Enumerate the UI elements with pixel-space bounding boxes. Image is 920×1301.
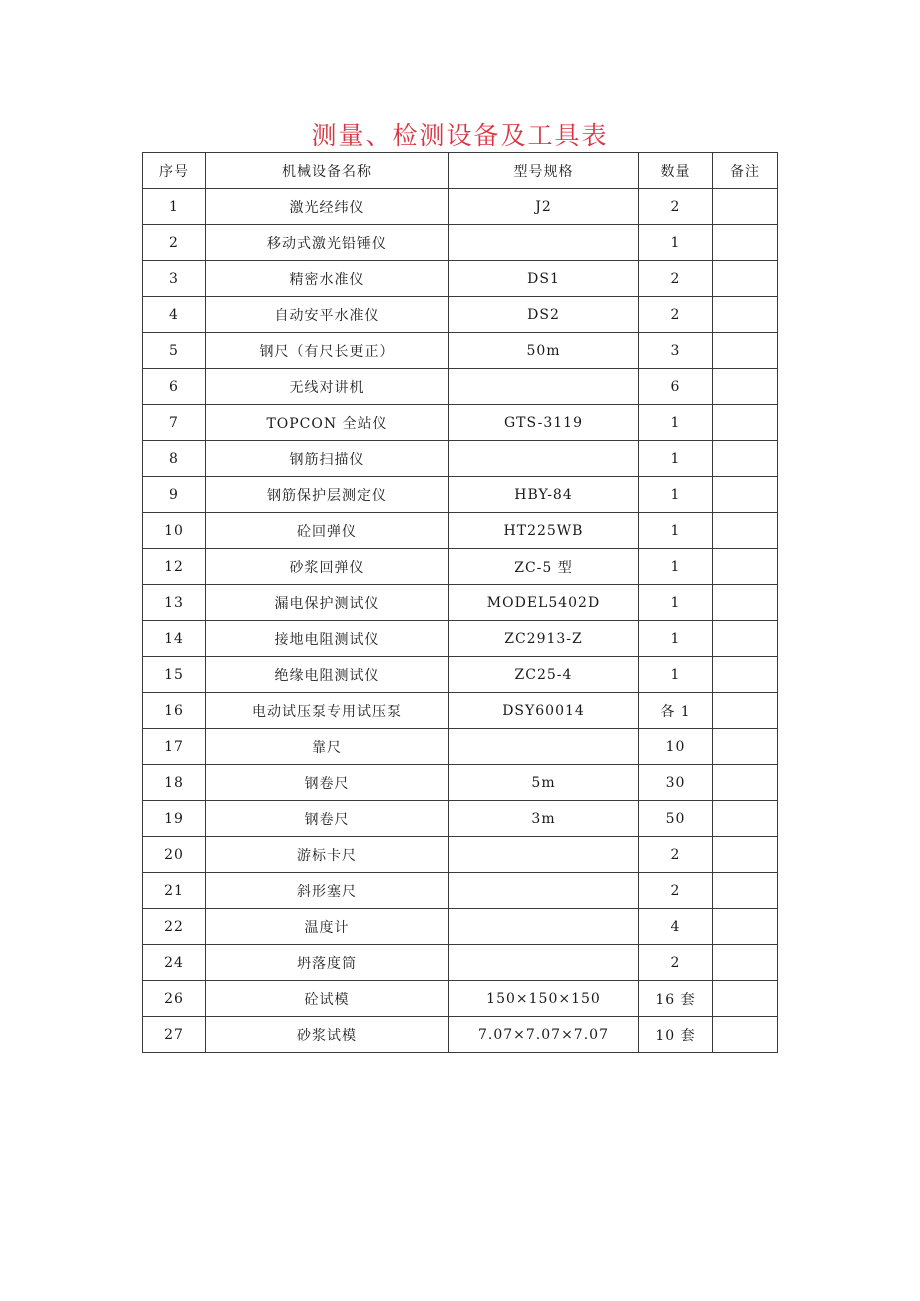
cell-model-spec: J2 bbox=[449, 189, 639, 225]
cell-quantity: 3 bbox=[639, 333, 713, 369]
cell-equipment-name: 靠尺 bbox=[206, 729, 449, 765]
cell-remarks bbox=[713, 873, 778, 909]
cell-remarks bbox=[713, 657, 778, 693]
cell-serial-no: 12 bbox=[143, 549, 206, 585]
cell-quantity: 各 1 bbox=[639, 693, 713, 729]
cell-remarks bbox=[713, 369, 778, 405]
cell-quantity: 1 bbox=[639, 621, 713, 657]
cell-equipment-name: 砼试模 bbox=[206, 981, 449, 1017]
cell-remarks bbox=[713, 477, 778, 513]
cell-equipment-name: 坍落度筒 bbox=[206, 945, 449, 981]
cell-model-spec bbox=[449, 909, 639, 945]
cell-model-spec: DS2 bbox=[449, 297, 639, 333]
cell-quantity: 1 bbox=[639, 657, 713, 693]
cell-equipment-name: 电动试压泵专用试压泵 bbox=[206, 693, 449, 729]
cell-quantity: 2 bbox=[639, 837, 713, 873]
cell-model-spec: 150×150×150 bbox=[449, 981, 639, 1017]
cell-model-spec: DSY60014 bbox=[449, 693, 639, 729]
table-row bbox=[143, 729, 778, 765]
cell-equipment-name: 砂浆试模 bbox=[206, 1017, 449, 1053]
cell-quantity: 2 bbox=[639, 189, 713, 225]
table-row bbox=[143, 297, 778, 333]
cell-remarks bbox=[713, 513, 778, 549]
cell-equipment-name: 钢尺（有尺长更正） bbox=[206, 333, 449, 369]
cell-equipment-name: 接地电阻测试仪 bbox=[206, 621, 449, 657]
cell-model-spec: DS1 bbox=[449, 261, 639, 297]
cell-serial-no: 21 bbox=[143, 873, 206, 909]
cell-serial-no: 5 bbox=[143, 333, 206, 369]
cell-quantity: 50 bbox=[639, 801, 713, 837]
cell-equipment-name: 游标卡尺 bbox=[206, 837, 449, 873]
table-header-row bbox=[143, 153, 778, 189]
table-body bbox=[143, 189, 778, 1053]
cell-quantity: 1 bbox=[639, 549, 713, 585]
cell-serial-no: 16 bbox=[143, 693, 206, 729]
table-row bbox=[143, 873, 778, 909]
cell-quantity: 30 bbox=[639, 765, 713, 801]
cell-serial-no: 20 bbox=[143, 837, 206, 873]
table-row bbox=[143, 801, 778, 837]
cell-remarks bbox=[713, 189, 778, 225]
cell-quantity: 1 bbox=[639, 477, 713, 513]
header-equipment-name: 机械设备名称 bbox=[206, 153, 449, 189]
table-row bbox=[143, 1017, 778, 1053]
cell-remarks bbox=[713, 945, 778, 981]
cell-serial-no: 1 bbox=[143, 189, 206, 225]
table-row bbox=[143, 369, 778, 405]
cell-model-spec: MODEL5402D bbox=[449, 585, 639, 621]
table-row bbox=[143, 909, 778, 945]
cell-equipment-name: 自动安平水准仪 bbox=[206, 297, 449, 333]
cell-remarks bbox=[713, 549, 778, 585]
table-row bbox=[143, 585, 778, 621]
cell-equipment-name: 钢筋扫描仪 bbox=[206, 441, 449, 477]
cell-equipment-name: 精密水准仪 bbox=[206, 261, 449, 297]
cell-model-spec: 3m bbox=[449, 801, 639, 837]
cell-model-spec bbox=[449, 369, 639, 405]
header-quantity: 数量 bbox=[639, 153, 713, 189]
equipment-table bbox=[142, 152, 778, 1053]
cell-equipment-name: 无线对讲机 bbox=[206, 369, 449, 405]
cell-remarks bbox=[713, 333, 778, 369]
cell-serial-no: 10 bbox=[143, 513, 206, 549]
cell-equipment-name: 钢筋保护层测定仪 bbox=[206, 477, 449, 513]
cell-quantity: 2 bbox=[639, 261, 713, 297]
table-row bbox=[143, 333, 778, 369]
cell-serial-no: 9 bbox=[143, 477, 206, 513]
cell-remarks bbox=[713, 225, 778, 261]
table-row bbox=[143, 549, 778, 585]
cell-remarks bbox=[713, 585, 778, 621]
cell-serial-no: 22 bbox=[143, 909, 206, 945]
table-row bbox=[143, 405, 778, 441]
cell-model-spec: 50m bbox=[449, 333, 639, 369]
cell-quantity: 4 bbox=[639, 909, 713, 945]
cell-serial-no: 3 bbox=[143, 261, 206, 297]
cell-serial-no: 27 bbox=[143, 1017, 206, 1053]
cell-serial-no: 8 bbox=[143, 441, 206, 477]
document-title: 测量、检测设备及工具表 bbox=[311, 121, 609, 150]
cell-remarks bbox=[713, 801, 778, 837]
table-row bbox=[143, 261, 778, 297]
table-row bbox=[143, 693, 778, 729]
table-row bbox=[143, 765, 778, 801]
cell-model-spec: ZC2913-Z bbox=[449, 621, 639, 657]
cell-serial-no: 2 bbox=[143, 225, 206, 261]
cell-remarks bbox=[713, 909, 778, 945]
cell-serial-no: 18 bbox=[143, 765, 206, 801]
cell-quantity: 2 bbox=[639, 297, 713, 333]
cell-quantity: 1 bbox=[639, 405, 713, 441]
cell-remarks bbox=[713, 981, 778, 1017]
cell-model-spec: ZC-5 型 bbox=[449, 549, 639, 585]
cell-model-spec: 5m bbox=[449, 765, 639, 801]
cell-model-spec: 7.07×7.07×7.07 bbox=[449, 1017, 639, 1053]
cell-quantity: 6 bbox=[639, 369, 713, 405]
cell-remarks bbox=[713, 1017, 778, 1053]
header-serial-no: 序号 bbox=[143, 153, 206, 189]
cell-serial-no: 4 bbox=[143, 297, 206, 333]
cell-serial-no: 13 bbox=[143, 585, 206, 621]
cell-serial-no: 24 bbox=[143, 945, 206, 981]
cell-model-spec: HBY-84 bbox=[449, 477, 639, 513]
cell-equipment-name: 漏电保护测试仪 bbox=[206, 585, 449, 621]
cell-model-spec: HT225WB bbox=[449, 513, 639, 549]
cell-quantity: 2 bbox=[639, 945, 713, 981]
cell-equipment-name: 钢卷尺 bbox=[206, 765, 449, 801]
cell-equipment-name: 钢卷尺 bbox=[206, 801, 449, 837]
table-row bbox=[143, 225, 778, 261]
cell-quantity: 1 bbox=[639, 441, 713, 477]
cell-equipment-name: 砂浆回弹仪 bbox=[206, 549, 449, 585]
cell-model-spec: GTS-3119 bbox=[449, 405, 639, 441]
cell-equipment-name: 温度计 bbox=[206, 909, 449, 945]
cell-model-spec: ZC25-4 bbox=[449, 657, 639, 693]
cell-model-spec bbox=[449, 441, 639, 477]
table-row bbox=[143, 189, 778, 225]
header-model-spec: 型号规格 bbox=[449, 153, 639, 189]
cell-remarks bbox=[713, 765, 778, 801]
cell-serial-no: 6 bbox=[143, 369, 206, 405]
table-row bbox=[143, 441, 778, 477]
cell-equipment-name: 斜形塞尺 bbox=[206, 873, 449, 909]
cell-model-spec bbox=[449, 729, 639, 765]
table-row bbox=[143, 621, 778, 657]
cell-serial-no: 19 bbox=[143, 801, 206, 837]
cell-serial-no: 17 bbox=[143, 729, 206, 765]
table-row bbox=[143, 981, 778, 1017]
cell-serial-no: 7 bbox=[143, 405, 206, 441]
cell-equipment-name: 激光经纬仪 bbox=[206, 189, 449, 225]
cell-quantity: 10 套 bbox=[639, 1017, 713, 1053]
cell-model-spec bbox=[449, 225, 639, 261]
cell-remarks bbox=[713, 621, 778, 657]
header-remarks: 备注 bbox=[713, 153, 778, 189]
table-row bbox=[143, 513, 778, 549]
cell-remarks bbox=[713, 729, 778, 765]
cell-remarks bbox=[713, 837, 778, 873]
cell-quantity: 2 bbox=[639, 873, 713, 909]
cell-remarks bbox=[713, 405, 778, 441]
cell-model-spec bbox=[449, 837, 639, 873]
cell-quantity: 1 bbox=[639, 513, 713, 549]
cell-remarks bbox=[713, 441, 778, 477]
cell-serial-no: 14 bbox=[143, 621, 206, 657]
cell-remarks bbox=[713, 297, 778, 333]
cell-serial-no: 26 bbox=[143, 981, 206, 1017]
cell-model-spec bbox=[449, 873, 639, 909]
table-row bbox=[143, 945, 778, 981]
cell-equipment-name: 砼回弹仪 bbox=[206, 513, 449, 549]
cell-model-spec bbox=[449, 945, 639, 981]
cell-quantity: 1 bbox=[639, 225, 713, 261]
cell-quantity: 10 bbox=[639, 729, 713, 765]
cell-equipment-name: TOPCON 全站仪 bbox=[206, 405, 449, 441]
cell-quantity: 1 bbox=[639, 585, 713, 621]
cell-remarks bbox=[713, 693, 778, 729]
cell-equipment-name: 绝缘电阻测试仪 bbox=[206, 657, 449, 693]
table-row bbox=[143, 657, 778, 693]
cell-serial-no: 15 bbox=[143, 657, 206, 693]
cell-equipment-name: 移动式激光铅锤仪 bbox=[206, 225, 449, 261]
table-row bbox=[143, 477, 778, 513]
table-row bbox=[143, 837, 778, 873]
cell-quantity: 16 套 bbox=[639, 981, 713, 1017]
cell-remarks bbox=[713, 261, 778, 297]
